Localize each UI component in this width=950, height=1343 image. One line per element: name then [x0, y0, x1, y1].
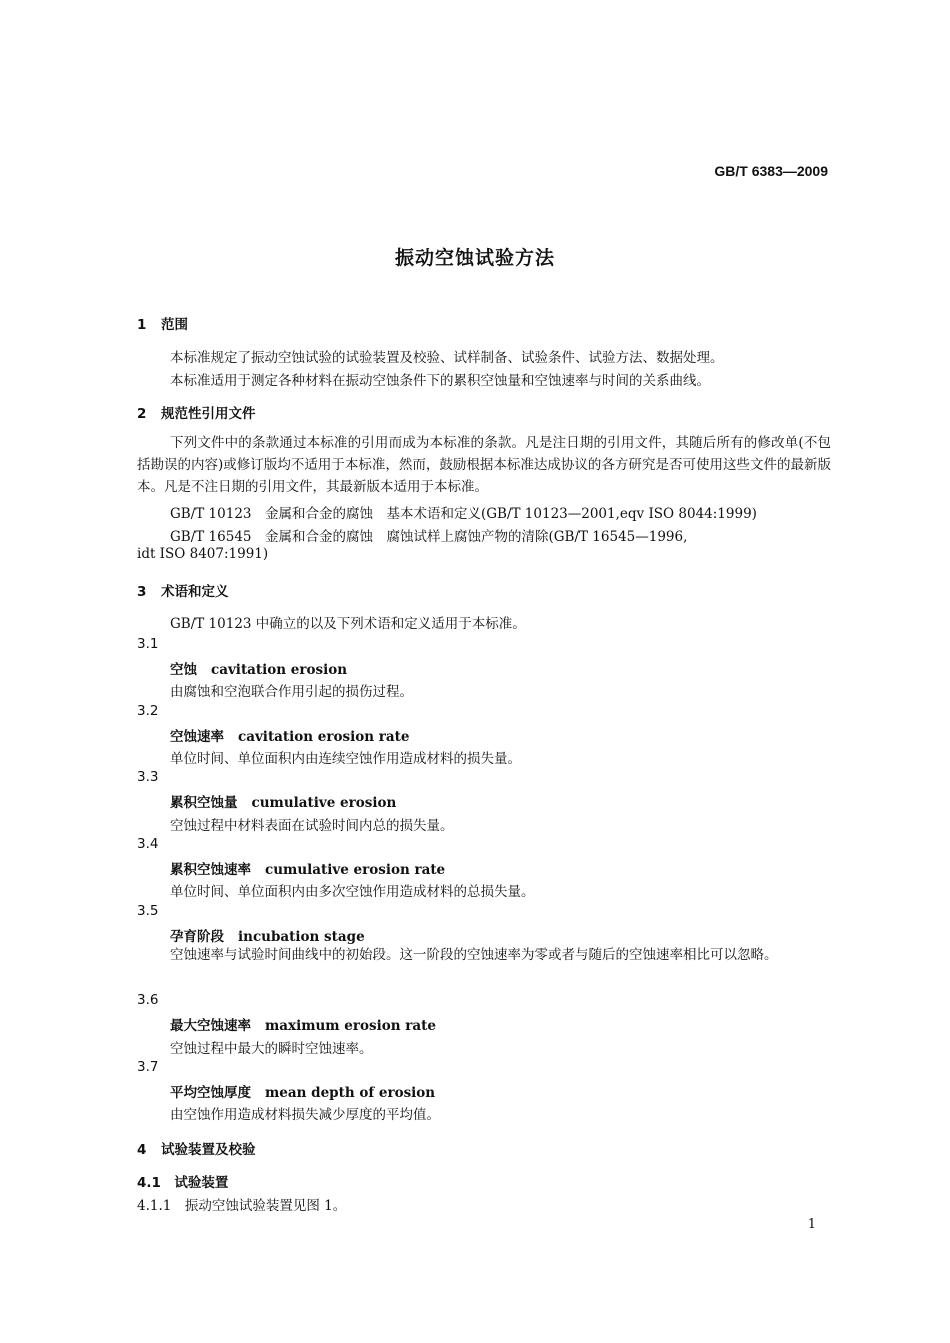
- section-title: 术语和定义: [161, 584, 229, 600]
- section-1-paragraph-2: 本标准适用于测定各种材料在振动空蚀条件下的累积空蚀量和空蚀速率与时间的关系曲线。: [170, 373, 710, 389]
- term-en: cumulative erosion rate: [265, 862, 446, 878]
- term-heading: [170, 658, 347, 678]
- section-1-paragraph-1: 本标准规定了振动空蚀试验的试验装置及校验、试样制备、试验条件、试验方法、数据处理。: [170, 350, 724, 366]
- term-heading: [170, 925, 365, 945]
- term-zh: 累积空蚀量: [170, 795, 238, 811]
- section-3-heading: [137, 580, 229, 600]
- term-en: mean depth of erosion: [265, 1085, 436, 1101]
- section-number: 3: [137, 584, 147, 600]
- term-zh: 平均空蚀厚度: [170, 1085, 251, 1101]
- term-heading: [170, 1014, 436, 1034]
- term-definition: 由空蚀作用造成材料损失减少厚度的平均值。: [170, 1107, 440, 1123]
- term-number: 3.7: [137, 1059, 159, 1075]
- term-definition: 空蚀过程中最大的瞬时空蚀速率。: [170, 1041, 373, 1057]
- term-number: 3.1: [137, 636, 159, 652]
- term-heading: [170, 725, 409, 745]
- page-number: 1: [807, 1217, 816, 1232]
- term-zh: 空蚀速率: [170, 729, 224, 745]
- term-definition: 单位时间、单位面积内由连续空蚀作用造成材料的损失量。: [170, 751, 521, 767]
- term-number: 3.2: [137, 703, 159, 719]
- section-title: 试验装置及校验: [161, 1142, 256, 1158]
- term-number: 3.5: [137, 903, 159, 919]
- term-definition: 由腐蚀和空泡联合作用引起的损伤过程。: [170, 684, 413, 700]
- normative-reference-1: GB/T 10123 金属和合金的腐蚀 基本术语和定义(GB/T 10123—2001,eqv ISO 8044:1999): [170, 506, 757, 522]
- section-number: 2: [137, 406, 147, 422]
- term-en: cavitation erosion rate: [238, 729, 410, 745]
- normative-reference-2: GB/T 16545 金属和合金的腐蚀 腐蚀试样上腐蚀产物的清除(GB/T 16545—1996,: [170, 529, 688, 545]
- term-heading: [170, 858, 445, 878]
- term-zh: 累积空蚀速率: [170, 862, 251, 878]
- section-number: 1: [137, 317, 147, 333]
- term-number: 3.3: [137, 769, 159, 785]
- normative-reference-2-continued: idt ISO 8407:1991): [137, 546, 269, 562]
- term-zh: 孕育阶段: [170, 929, 224, 945]
- section-2-paragraph: 下列文件中的条款通过本标准的引用而成为本标准的条款。凡是注日期的引用文件，其随后所有的修改单(不包括勘误的内容)或修订版均不适用于本标准，然而，鼓励根据本标准达成协议的各方研究是否可使用这些文件的最新版本。凡是不注日期的引用文件，其最新版本适用于本标准。: [137, 435, 831, 495]
- document-title: 振动空蚀试验方法: [394, 247, 555, 269]
- section-number: 4: [137, 1142, 147, 1158]
- standard-code: GB/T 6383—2009: [714, 163, 828, 179]
- section-title: 范围: [161, 317, 188, 333]
- section-title: 规范性引用文件: [161, 406, 256, 422]
- term-definition: 空蚀速率与试验时间曲线中的初始段。这一阶段的空蚀速率为零或者与随后的空蚀速率相比可以忽略。: [170, 947, 778, 963]
- section-4-heading: [137, 1138, 256, 1158]
- term-definition: 空蚀过程中材料表面在试验时间内总的损失量。: [170, 818, 454, 834]
- term-heading: [170, 791, 396, 811]
- section-2-heading: [137, 402, 256, 422]
- term-en: incubation stage: [238, 929, 365, 945]
- term-number: 3.4: [137, 836, 159, 852]
- term-definition: 单位时间、单位面积内由多次空蚀作用造成材料的总损失量。: [170, 884, 535, 900]
- section-3-intro: GB/T 10123 中确立的以及下列术语和定义适用于本标准。: [170, 616, 526, 632]
- term-en: maximum erosion rate: [265, 1018, 436, 1034]
- term-number: 3.6: [137, 992, 159, 1008]
- section-1-heading: [137, 313, 188, 333]
- clause-4-1-1: 4.1.1 振动空蚀试验装置见图 1。: [137, 1198, 347, 1214]
- term-zh: 最大空蚀速率: [170, 1018, 251, 1034]
- term-en: cavitation erosion: [211, 662, 348, 678]
- term-heading: [170, 1081, 435, 1101]
- term-en: cumulative erosion: [251, 795, 397, 811]
- subsection-4-1-heading: 4.1 试验装置: [137, 1175, 229, 1191]
- term-zh: 空蚀: [170, 662, 197, 678]
